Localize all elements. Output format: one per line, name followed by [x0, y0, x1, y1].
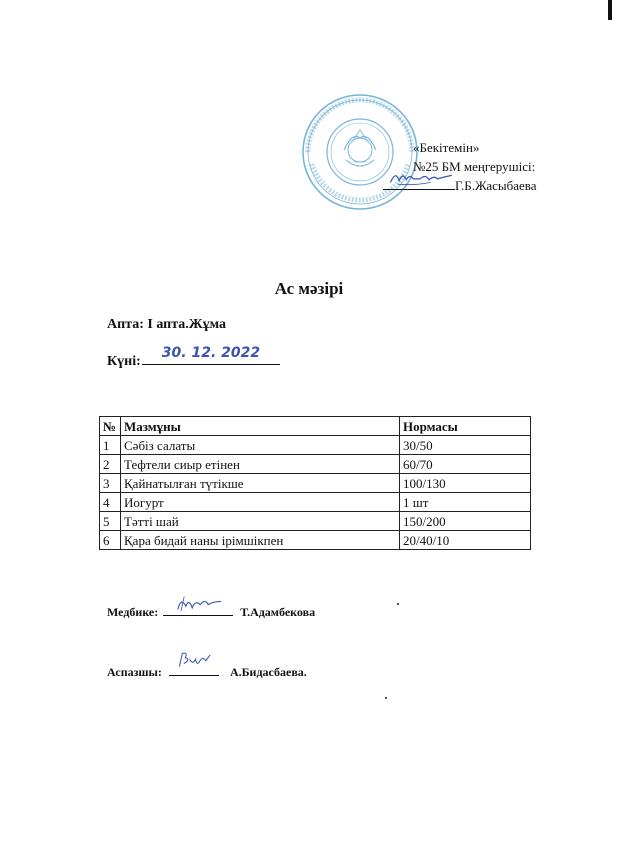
- date-row: [107, 345, 280, 370]
- row-no: 5: [100, 512, 121, 531]
- row-content: Сәбіз салаты: [121, 436, 400, 455]
- row-content: Қайнатылған түтікше: [121, 474, 400, 493]
- table-row: [100, 455, 531, 474]
- table-row: [100, 531, 531, 550]
- table-row: [100, 436, 531, 455]
- menu-table: [99, 416, 531, 550]
- row-content: Тефтели сиыр етінен: [121, 455, 400, 474]
- nurse-label: Медбике:: [107, 605, 159, 619]
- row-norm: 30/50: [400, 436, 531, 455]
- table-row: [100, 474, 531, 493]
- header-norm: Нормасы: [400, 417, 531, 436]
- corner-scan-mark: [608, 0, 612, 20]
- nurse-signature: [173, 591, 229, 615]
- row-norm: 1 шт: [400, 493, 531, 512]
- nurse-signature-row: [107, 601, 315, 620]
- row-content: Тәтті шай: [121, 512, 400, 531]
- date-underline: [142, 345, 280, 365]
- table-header-row: [100, 417, 531, 436]
- nurse-name: Т.Адамбекова: [240, 605, 316, 619]
- row-norm: 60/70: [400, 455, 531, 474]
- header-content: Мазмұны: [121, 417, 400, 436]
- row-content: Қара бидай наны ірімшікпен: [121, 531, 400, 550]
- date-value: 30. 12. 2022: [161, 345, 261, 361]
- table-row: [100, 512, 531, 531]
- approval-label: «Бекітемін»: [413, 140, 480, 155]
- week-label: Апта: І апта.Жұма: [107, 317, 227, 332]
- director-signature: [387, 167, 457, 189]
- row-norm: 100/130: [400, 474, 531, 493]
- nurse-signature-line: [163, 601, 233, 616]
- scan-speck: [385, 697, 387, 699]
- director-name: Г.Б.Жасыбаева: [455, 178, 537, 193]
- cook-label: Аспазшы:: [107, 665, 162, 679]
- header-no: №: [100, 417, 121, 436]
- page-title: Ас мәзірі: [274, 279, 344, 298]
- cook-signature-line: [169, 661, 219, 676]
- row-no: 1: [100, 436, 121, 455]
- row-norm: 150/200: [400, 512, 531, 531]
- row-no: 2: [100, 455, 121, 474]
- approval-position: №25 БМ меңгерушісі:: [413, 159, 536, 174]
- row-content: Иогурт: [121, 493, 400, 512]
- row-no: 6: [100, 531, 121, 550]
- scan-speck: [397, 603, 399, 605]
- row-no: 3: [100, 474, 121, 493]
- cook-signature-row: [107, 661, 307, 680]
- cook-signature: [175, 647, 219, 673]
- row-norm: 20/40/10: [400, 531, 531, 550]
- table-row: [100, 493, 531, 512]
- row-no: 4: [100, 493, 121, 512]
- date-label: Күні:: [107, 354, 141, 369]
- cook-name: А.Бидасбаева.: [229, 665, 307, 679]
- approval-block: [413, 138, 537, 195]
